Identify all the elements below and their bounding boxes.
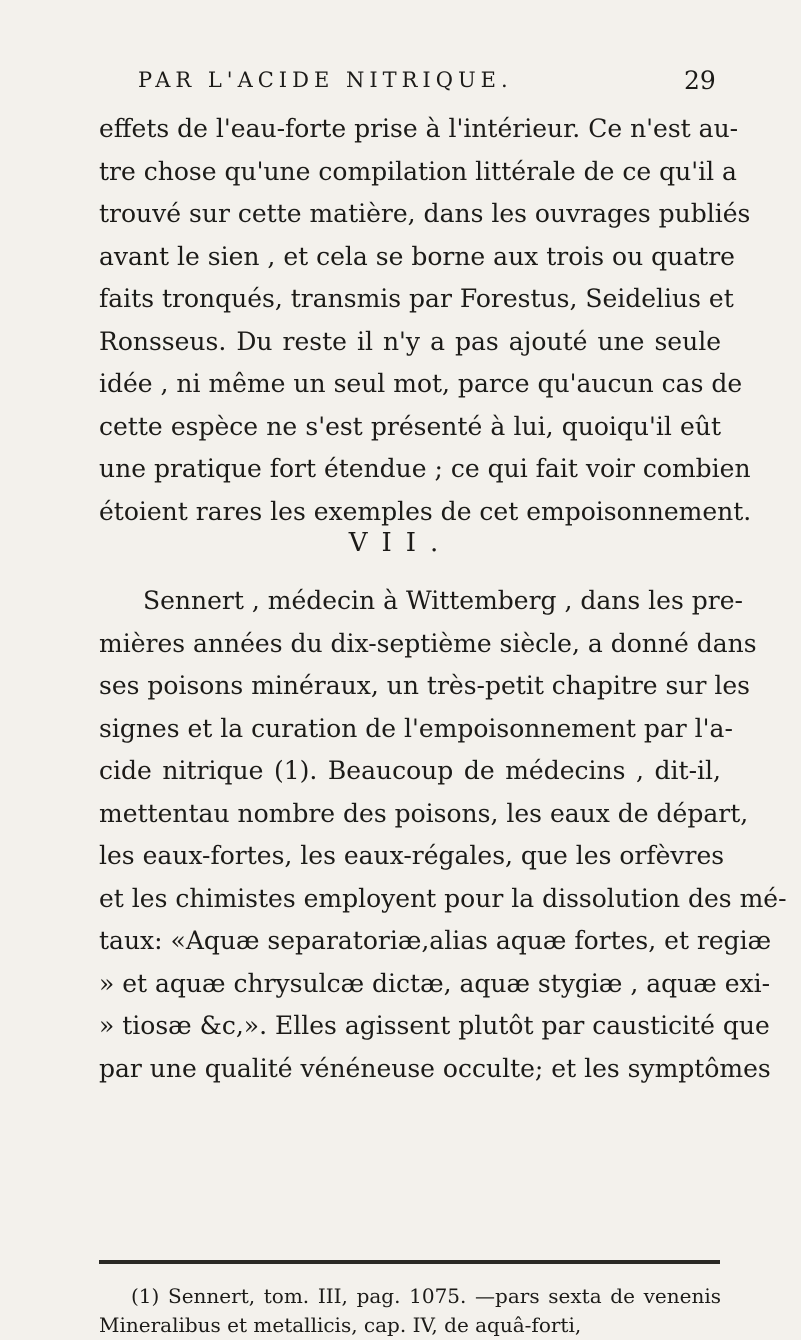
text-line: une pratique fort étendue ; ce qui fait voir combien (99, 454, 751, 483)
text-line: signes et la curation de l'empoisonnement par l'a- (99, 713, 733, 743)
text-line: Ronsseus. Du reste il n'y a pas ajouté une seule (99, 326, 721, 356)
text-line: taux: «Aquæ separatoriæ,alias aquæ fortes, et regiæ (99, 926, 772, 955)
text-line: effets de l'eau-forte prise à l'intérieur. Ce n'est au- (99, 114, 739, 143)
text-line: » et aquæ chrysulcæ dictæ, aquæ stygiæ , aquæ exi- (99, 968, 771, 998)
page-header (110, 68, 801, 102)
section-heading: VII. (348, 528, 453, 558)
text-line: tre chose qu'une compilation littérale de ce qu'il a (99, 156, 737, 186)
footnote-line: Mineralibus et metallicis, cap. IV, de aquâ-forti, (99, 1313, 582, 1337)
text-line: Sennert , médecin à Wittemberg , dans les pre- (143, 586, 743, 615)
page-number: 29 (684, 66, 716, 95)
text-line: par une qualité vénéneuse occulte; et les symptômes (99, 1053, 771, 1083)
paragraph-1 (99, 108, 752, 533)
paragraph-2 (99, 580, 787, 1090)
text-line: idée , ni même un seul mot, parce qu'aucun cas de (99, 369, 743, 398)
text-line: cide nitrique (1). Beaucoup de médecins , dit-il, (99, 756, 721, 785)
text-line: cette espèce ne s'est présenté à lui, quoiqu'il eût (99, 411, 721, 441)
footnote (99, 1282, 721, 1340)
text-line: et les chimistes employent pour la dissolution des mé- (99, 883, 787, 913)
text-line: » tiosæ &c,». Elles agissent plutôt par causticité que (99, 1011, 770, 1040)
footnote-divider (99, 1260, 720, 1264)
text-line: les eaux-fortes, les eaux-régales, que les orfèvres (99, 841, 725, 870)
text-line: ses poisons minéraux, un très-petit chapitre sur les (99, 671, 751, 700)
text-line: étoient rares les exemples de cet empoisonnement. (99, 496, 752, 526)
text-line: mières années du dix-septième siècle, a donné dans (99, 628, 757, 658)
footnote-line: (1) Sennert, tom. III, pag. 1075. —pars sexta de venenis (131, 1284, 721, 1308)
text-line: avant le sien , et cela se borne aux trois ou quatre (99, 241, 735, 271)
text-line: mettentau nombre des poisons, les eaux de départ, (99, 798, 749, 828)
text-line: trouvé sur cette matière, dans les ouvrages publiés (99, 199, 751, 228)
running-head: PAR L'ACIDE NITRIQUE. (138, 68, 513, 92)
text-line: faits tronqués, transmis par Forestus, Seidelius et (99, 284, 734, 313)
